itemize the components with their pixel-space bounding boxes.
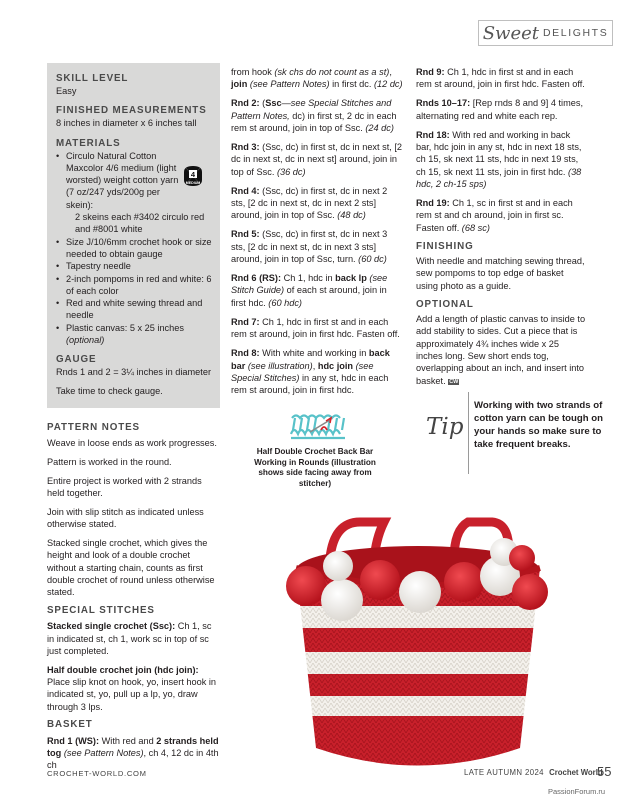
stitch-hdc-join: Half double crochet join (hdc join): Place slip knot on hook, yo, insert hook in indicated st, yo, pull up a lp, yo, draw through 3 lps.: [47, 664, 217, 712]
round-5: Rnd 5: (Ssc, dc) in first st, dc in next 3 sts, [2 dc in next st, dc in next 3 sts] around, join in top of Ssc, turn. (60 dc): [231, 229, 388, 265]
rounds-column-middle: [231, 66, 403, 403]
pattern-note: Stacked single crochet, which gives the height and look of a double crochet without a starting chain, counts as first double crochet of round unless otherwise stated.: [47, 538, 215, 598]
footer-website: CROCHET-WORLD.COM: [47, 769, 147, 778]
round-2: Rnd 2: (Ssc—see Special Stitches and Pattern Notes, dc) in first st, 2 dc in each rem st around, join in top of Ssc. (24 dc): [231, 98, 397, 133]
material-hook: • Size J/10/6mm crochet hook or size needed to obtain gauge: [56, 236, 216, 261]
material-canvas-note: (optional): [66, 335, 105, 346]
finishing-text: With needle and matching sewing thread, sew pompoms to top edge of basket using photo as a guide.: [416, 256, 585, 291]
round-6: Rnd 6 (RS): Ch 1, hdc in back lp (see Stitch Guide) of each st around, join in first hdc. (60 hdc): [231, 273, 388, 308]
tip-text: Working with two strands of cotton yarn can be tough on your hands so make sure to take frequent breaks.: [474, 400, 603, 450]
finished-measurements-value: 8 inches in diameter x 6 inches tall: [56, 118, 197, 129]
badge-label: MEDIUM: [185, 181, 201, 185]
optional-text: Add a length of plastic canvas to inside to add stability to sides. Cut a piece that is approximately 4¾ inches wide x 25 inches long. Sew short ends tog, overlapping about an inch, and insert into basket. CW: [416, 314, 586, 386]
material-yarn-colors: 2 skeins each #3402 circulo red and #8001 white: [75, 212, 205, 235]
finished-measurements-heading: FINISHED MEASUREMENTS: [56, 105, 207, 117]
rounds-10-17: Rnds 10–17: [Rep rnds 8 and 9] 4 times, alternating red and white each rep.: [416, 98, 584, 121]
back-bar-stitch-illustration: [288, 408, 348, 443]
stitch-ssc: Stacked single crochet (Ssc): Ch 1, sc in indicated st, ch 1, work sc in top of sc just completed.: [47, 621, 212, 656]
illustration-caption: Half Double Crochet Back Bar Working in Rounds (illustration shows side facing away from stitcher): [254, 447, 376, 488]
finishing-heading: FINISHING: [416, 240, 474, 252]
material-thread: • Red and white sewing thread and needle: [56, 297, 216, 322]
info-sidebar: [47, 63, 220, 408]
round-7: Rnd 7: Ch 1, hdc in first st and in each rem st around, join in first hdc. Fasten off.: [231, 316, 400, 340]
optional-heading: OPTIONAL: [416, 298, 474, 310]
material-canvas: • Plastic canvas: 5 x 25 inches (optional): [56, 322, 216, 347]
footer-magazine: Crochet World: [549, 768, 603, 777]
material-yarn: • Circulo Natural Cotton Maxcolor 4/6 medium (light worsted) weight cotton yarn (7 oz/247 yds/200g per skein):: [56, 150, 184, 211]
rounds-column-right: [416, 66, 588, 395]
round-1: Rnd 1 (WS): With red and 2 strands held tog (see Pattern Notes), ch 4, 12 dc in 4th ch: [47, 735, 219, 771]
skill-level-heading: SKILL LEVEL: [56, 73, 129, 84]
end-mark-icon: CW: [449, 378, 459, 385]
materials-heading: MATERIALS: [56, 137, 121, 149]
basket-photo: [268, 508, 568, 788]
medium-yarn-weight-icon: [180, 163, 206, 189]
gauge-heading: GAUGE: [56, 354, 97, 366]
material-needle: • Tapestry needle: [56, 260, 216, 272]
round-8: Rnd 8: With white and working in back bar (see illustration), hdc join (see Special Stitches) in any st, hdc in each rem st around, join in first hdc.: [231, 348, 390, 396]
pattern-notes-column: [47, 420, 220, 778]
round-19: Rnd 19: Ch 1, sc in first st and in each rem st and ch around, join in first sc. Fasten off. (68 sc): [416, 198, 573, 233]
round-9: Rnd 9: Ch 1, hdc in first st and in each rem st around, join in first hdc. Fasten off.: [416, 67, 585, 90]
badge-number: 4: [190, 170, 196, 179]
material-pompoms: • 2-inch pompoms in red and white: 6 of each color: [56, 273, 216, 298]
pattern-note: Weave in loose ends as work progresses.: [47, 438, 217, 449]
special-stitches-heading: SPECIAL STITCHES: [47, 605, 155, 617]
round-1-continued: from hook (sk chs do not count as a st), join (see Pattern Notes) in first dc. (12 dc): [231, 67, 403, 90]
section-header-tag: [478, 20, 613, 46]
round-4: Rnd 4: (Ssc, dc) in first st, dc in next 2 sts, [2 dc in next st, dc in next 2 sts] around, join in top of Ssc. (48 dc): [231, 185, 388, 221]
pattern-notes-heading: PATTERN NOTES: [47, 422, 140, 433]
gauge-value: Rnds 1 and 2 = 3¼ inches in diameter: [56, 367, 212, 378]
pattern-note: Entire project is worked with 2 strands held together.: [47, 475, 202, 499]
header-caps-word: DELIGHTS: [542, 27, 609, 39]
header-script-word: Sweet: [482, 22, 539, 44]
skill-level-value: Easy: [56, 86, 77, 96]
footer-issue-line: LATE AUTUMN 2024 Crochet World: [464, 768, 603, 777]
watermark: PassionForum.ru: [548, 787, 606, 796]
round-18: Rnd 18: With red and working in back bar, hdc join in any st, hdc in next 18 sts, ch 15, sk next 11 sts, hdc in next 19 sts, ch 15, sk next 11 sts, join in first hdc. (38 hdc, 2 ch-15 sps): [416, 129, 582, 189]
tip-divider: [468, 392, 469, 474]
pattern-note: Pattern is worked in the round.: [47, 457, 172, 468]
basket-heading: BASKET: [47, 719, 93, 731]
gauge-note: Take time to check gauge.: [56, 385, 163, 396]
page-number: 55: [597, 764, 612, 779]
round-3: Rnd 3: (Ssc, dc) in first st, dc in next st, [2 dc in next st, dc in next st] around, join in top of Ssc. (36 dc): [231, 142, 403, 177]
pattern-note: Join with slip stitch as indicated unless otherwise stated.: [47, 506, 204, 530]
tip-label: Tip: [426, 414, 464, 440]
